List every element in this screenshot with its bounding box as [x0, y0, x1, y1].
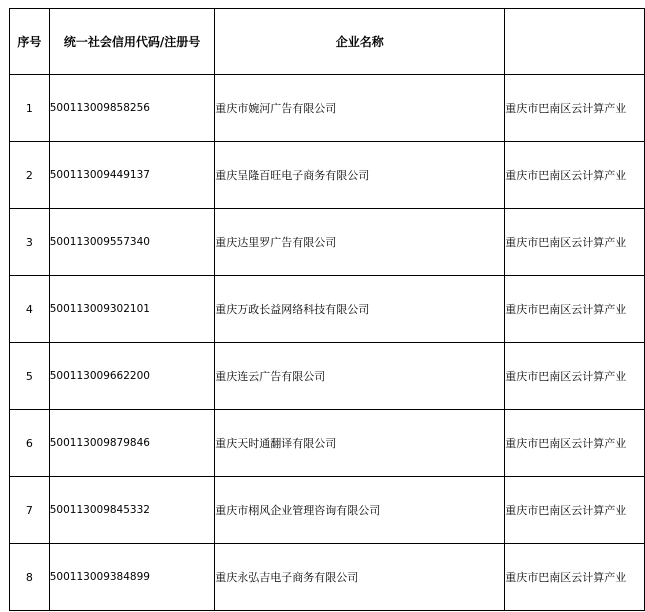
cell-seq: 7: [10, 477, 50, 544]
header-row: [10, 9, 645, 75]
table-row: [10, 544, 645, 611]
cell-address: 重庆市巴南区云计算产业: [505, 75, 645, 142]
header-address: [505, 9, 645, 75]
cell-credit-code: 500113009449137: [49, 142, 215, 209]
cell-address: 重庆市巴南区云计算产业: [505, 142, 645, 209]
header-company-name: 企业名称: [215, 9, 505, 75]
cell-credit-code: 500113009302101: [49, 276, 215, 343]
header-seq: 序号: [10, 9, 50, 75]
table-row: [10, 209, 645, 276]
cell-credit-code: 500113009879846: [49, 410, 215, 477]
table-row: [10, 75, 645, 142]
table-row: [10, 276, 645, 343]
cell-credit-code: 500113009845332: [49, 477, 215, 544]
cell-address: 重庆市巴南区云计算产业: [505, 276, 645, 343]
header-credit-code: 统一社会信用代码/注册号: [49, 9, 215, 75]
table-row: [10, 410, 645, 477]
cell-seq: 1: [10, 75, 50, 142]
cell-seq: 5: [10, 343, 50, 410]
cell-address: 重庆市巴南区云计算产业: [505, 477, 645, 544]
cell-company-name: 重庆万政长益网络科技有限公司: [215, 276, 505, 343]
cell-company-name: 重庆连云广告有限公司: [215, 343, 505, 410]
cell-company-name: 重庆永弘吉电子商务有限公司: [215, 544, 505, 611]
table-row: [10, 477, 645, 544]
cell-company-name: 重庆市栩风企业管理咨询有限公司: [215, 477, 505, 544]
cell-credit-code: 500113009557340: [49, 209, 215, 276]
cell-company-name: 重庆天时通翻译有限公司: [215, 410, 505, 477]
cell-credit-code: 500113009662200: [49, 343, 215, 410]
cell-company-name: 重庆呈隆百旺电子商务有限公司: [215, 142, 505, 209]
cell-company-name: 重庆达里罗广告有限公司: [215, 209, 505, 276]
cell-address: 重庆市巴南区云计算产业: [505, 410, 645, 477]
cell-credit-code: 500113009858256: [49, 75, 215, 142]
enterprise-table: [9, 8, 645, 611]
cell-seq: 8: [10, 544, 50, 611]
cell-credit-code: 500113009384899: [49, 544, 215, 611]
cell-seq: 2: [10, 142, 50, 209]
table-row: [10, 142, 645, 209]
cell-address: 重庆市巴南区云计算产业: [505, 343, 645, 410]
cell-address: 重庆市巴南区云计算产业: [505, 209, 645, 276]
cell-seq: 4: [10, 276, 50, 343]
table-row: [10, 343, 645, 410]
cell-address: 重庆市巴南区云计算产业: [505, 544, 645, 611]
cell-company-name: 重庆市婉河广告有限公司: [215, 75, 505, 142]
cell-seq: 3: [10, 209, 50, 276]
cell-seq: 6: [10, 410, 50, 477]
